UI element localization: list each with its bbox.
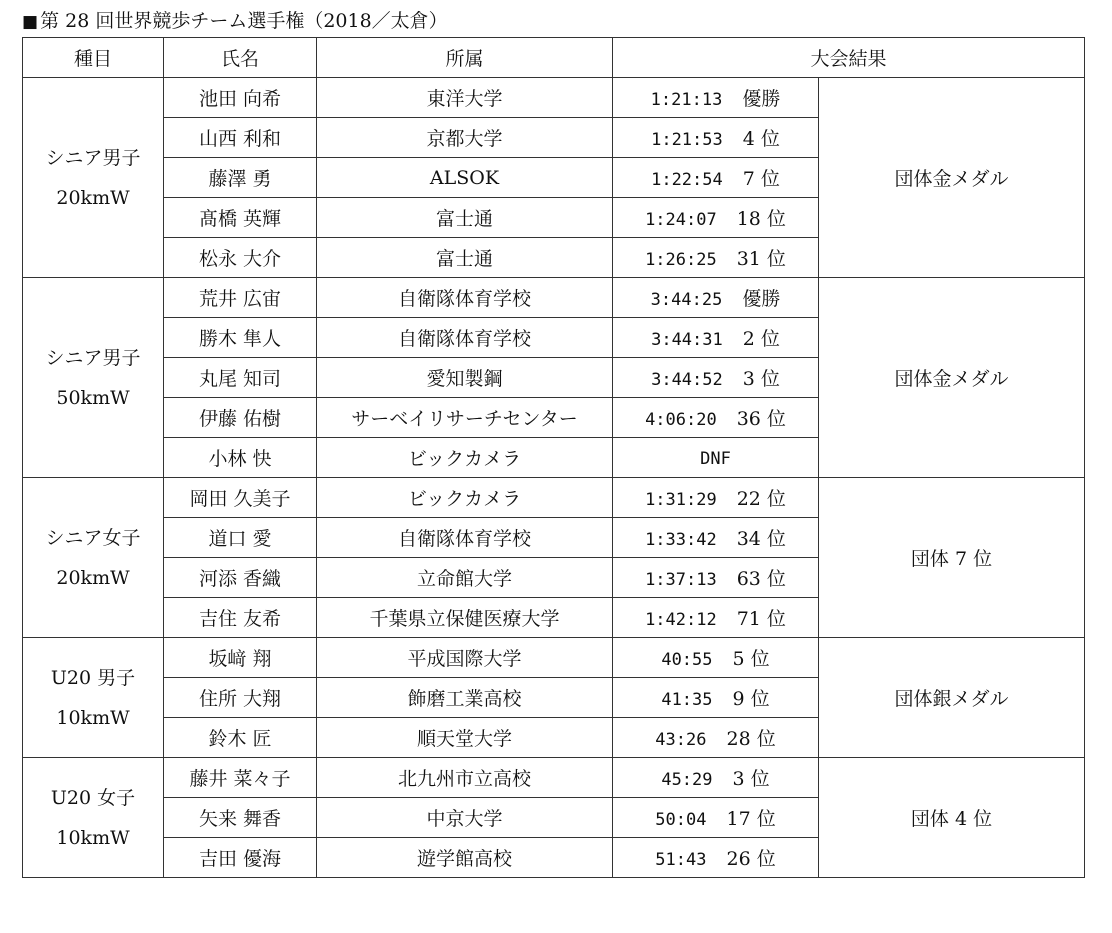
event-cell [23, 78, 164, 278]
athlete-result [613, 358, 819, 398]
athlete-name: 吉住 友希 [164, 598, 317, 638]
athlete-result [613, 718, 819, 758]
table-row [23, 78, 1085, 118]
result-place: 22 位 [736, 488, 786, 510]
result-time: 1:26:25 [645, 250, 717, 270]
athlete-result [613, 238, 819, 278]
result-time: 1:37:13 [645, 570, 717, 590]
result-place: 28 位 [726, 728, 776, 750]
result-time: 45:29 [661, 770, 713, 790]
athlete-result [613, 758, 819, 798]
athlete-name: 松永 大介 [164, 238, 317, 278]
results-body [23, 78, 1085, 878]
event-distance: 20kmW [56, 566, 130, 589]
team-result-cell: 団体金メダル [819, 278, 1085, 478]
athlete-affiliation: 自衛隊体育学校 [317, 318, 613, 358]
athlete-result [613, 78, 819, 118]
title-text: 第 28 回世界競歩チーム選手権（2018／太倉） [40, 10, 448, 32]
result-time: 1:24:07 [645, 210, 717, 230]
event-cell [23, 478, 164, 638]
athlete-result [613, 838, 819, 878]
result-time: DNF [700, 448, 731, 469]
header-name: 氏名 [164, 38, 317, 78]
result-place: 31 位 [736, 248, 786, 270]
result-place: 優勝 [742, 88, 781, 110]
athlete-result [613, 598, 819, 638]
result-time: 1:31:29 [645, 490, 717, 510]
athlete-affiliation: ビックカメラ [317, 478, 613, 518]
result-place: 9 位 [732, 688, 770, 710]
athlete-affiliation: 自衛隊体育学校 [317, 278, 613, 318]
team-result-cell: 団体 4 位 [819, 758, 1085, 878]
result-time: 40:55 [661, 650, 713, 670]
athlete-result [613, 438, 819, 478]
athlete-result [613, 278, 819, 318]
athlete-result [613, 118, 819, 158]
result-time: 1:42:12 [645, 610, 717, 630]
result-time: 1:21:13 [650, 90, 723, 110]
result-place: 26 位 [726, 848, 776, 870]
athlete-name: 坂﨑 翔 [164, 638, 317, 678]
athlete-name: 河添 香織 [164, 558, 317, 598]
athlete-result [613, 678, 819, 718]
athlete-name: 矢来 舞香 [164, 798, 317, 838]
event-distance: 10kmW [56, 706, 130, 729]
results-table [22, 37, 1085, 878]
result-place: 3 位 [732, 768, 770, 790]
athlete-affiliation: 富士通 [317, 238, 613, 278]
event-distance: 10kmW [56, 826, 130, 849]
header-event: 種目 [23, 38, 164, 78]
athlete-affiliation: 順天堂大学 [317, 718, 613, 758]
result-place: 17 位 [726, 808, 776, 830]
athlete-name: 池田 向希 [164, 78, 317, 118]
table-row [23, 278, 1085, 318]
athlete-name: 藤澤 勇 [164, 158, 317, 198]
result-time: 3:44:52 [651, 370, 723, 390]
result-time: 1:21:53 [651, 130, 723, 150]
athlete-name: 丸尾 知司 [164, 358, 317, 398]
athlete-result [613, 158, 819, 198]
athlete-name: 小林 快 [164, 438, 317, 478]
result-place: 4 位 [742, 128, 780, 150]
athlete-affiliation: 北九州市立高校 [317, 758, 613, 798]
event-distance: 50kmW [56, 386, 130, 409]
result-place: 7 位 [742, 168, 780, 190]
result-place: 優勝 [742, 288, 781, 310]
result-time: 1:33:42 [645, 530, 717, 550]
result-time: 41:35 [661, 690, 713, 710]
athlete-name: 住所 大翔 [164, 678, 317, 718]
team-result-cell: 団体 7 位 [819, 478, 1085, 638]
athlete-affiliation: ALSOK [317, 158, 613, 198]
event-distance: 20kmW [56, 186, 130, 209]
athlete-affiliation: 愛知製鋼 [317, 358, 613, 398]
athlete-result [613, 478, 819, 518]
event-category: U20 女子 [50, 786, 136, 809]
athlete-name: 荒井 広宙 [164, 278, 317, 318]
athlete-affiliation: 遊学館高校 [317, 838, 613, 878]
title-square-mark: ■ [22, 12, 39, 32]
team-result-cell: 団体銀メダル [819, 638, 1085, 758]
event-cell [23, 278, 164, 478]
table-row [23, 638, 1085, 678]
athlete-name: 鈴木 匠 [164, 718, 317, 758]
table-row [23, 478, 1085, 518]
result-time: 50:04 [655, 810, 707, 830]
athlete-name: 吉田 優海 [164, 838, 317, 878]
result-place: 18 位 [736, 208, 786, 230]
result-place: 63 位 [736, 568, 786, 590]
header-result: 大会結果 [613, 38, 1085, 78]
athlete-affiliation: ビックカメラ [317, 438, 613, 478]
athlete-name: 藤井 菜々子 [164, 758, 317, 798]
team-result-cell: 団体金メダル [819, 78, 1085, 278]
athlete-result [613, 198, 819, 238]
athlete-result [613, 558, 819, 598]
athlete-affiliation: 平成国際大学 [317, 638, 613, 678]
athlete-affiliation: 東洋大学 [317, 78, 613, 118]
result-place: 2 位 [742, 328, 780, 350]
event-category: シニア男子 [45, 346, 141, 369]
event-category: U20 男子 [50, 666, 136, 689]
result-time: 1:22:54 [651, 170, 723, 190]
result-time: 51:43 [655, 850, 707, 870]
athlete-result [613, 638, 819, 678]
document-title [22, 9, 448, 34]
header-row [23, 38, 1085, 78]
athlete-affiliation: 中京大学 [317, 798, 613, 838]
event-cell [23, 758, 164, 878]
result-place: 34 位 [736, 528, 786, 550]
header-affiliation: 所属 [317, 38, 613, 78]
athlete-name: 髙橋 英輝 [164, 198, 317, 238]
event-category: シニア女子 [45, 526, 141, 549]
athlete-affiliation: 自衛隊体育学校 [317, 518, 613, 558]
result-place: 5 位 [732, 648, 770, 670]
table-row [23, 758, 1085, 798]
athlete-name: 山西 利和 [164, 118, 317, 158]
athlete-result [613, 798, 819, 838]
result-place: 36 位 [736, 408, 786, 430]
athlete-affiliation: 千葉県立保健医療大学 [317, 598, 613, 638]
result-time: 3:44:31 [651, 330, 723, 350]
athlete-result [613, 518, 819, 558]
athlete-affiliation: 飾磨工業高校 [317, 678, 613, 718]
result-time: 43:26 [655, 730, 707, 750]
athlete-affiliation: サーベイリサーチセンター [317, 398, 613, 438]
athlete-affiliation: 立命館大学 [317, 558, 613, 598]
athlete-result [613, 398, 819, 438]
athlete-name: 伊藤 佑樹 [164, 398, 317, 438]
result-place: 71 位 [736, 608, 786, 630]
athlete-name: 勝木 隼人 [164, 318, 317, 358]
athlete-result [613, 318, 819, 358]
result-place: 3 位 [742, 368, 780, 390]
result-time: 3:44:25 [650, 290, 723, 310]
athlete-affiliation: 富士通 [317, 198, 613, 238]
result-time: 4:06:20 [645, 410, 717, 430]
event-cell [23, 638, 164, 758]
event-category: シニア男子 [45, 146, 141, 169]
athlete-name: 岡田 久美子 [164, 478, 317, 518]
athlete-affiliation: 京都大学 [317, 118, 613, 158]
athlete-name: 道口 愛 [164, 518, 317, 558]
